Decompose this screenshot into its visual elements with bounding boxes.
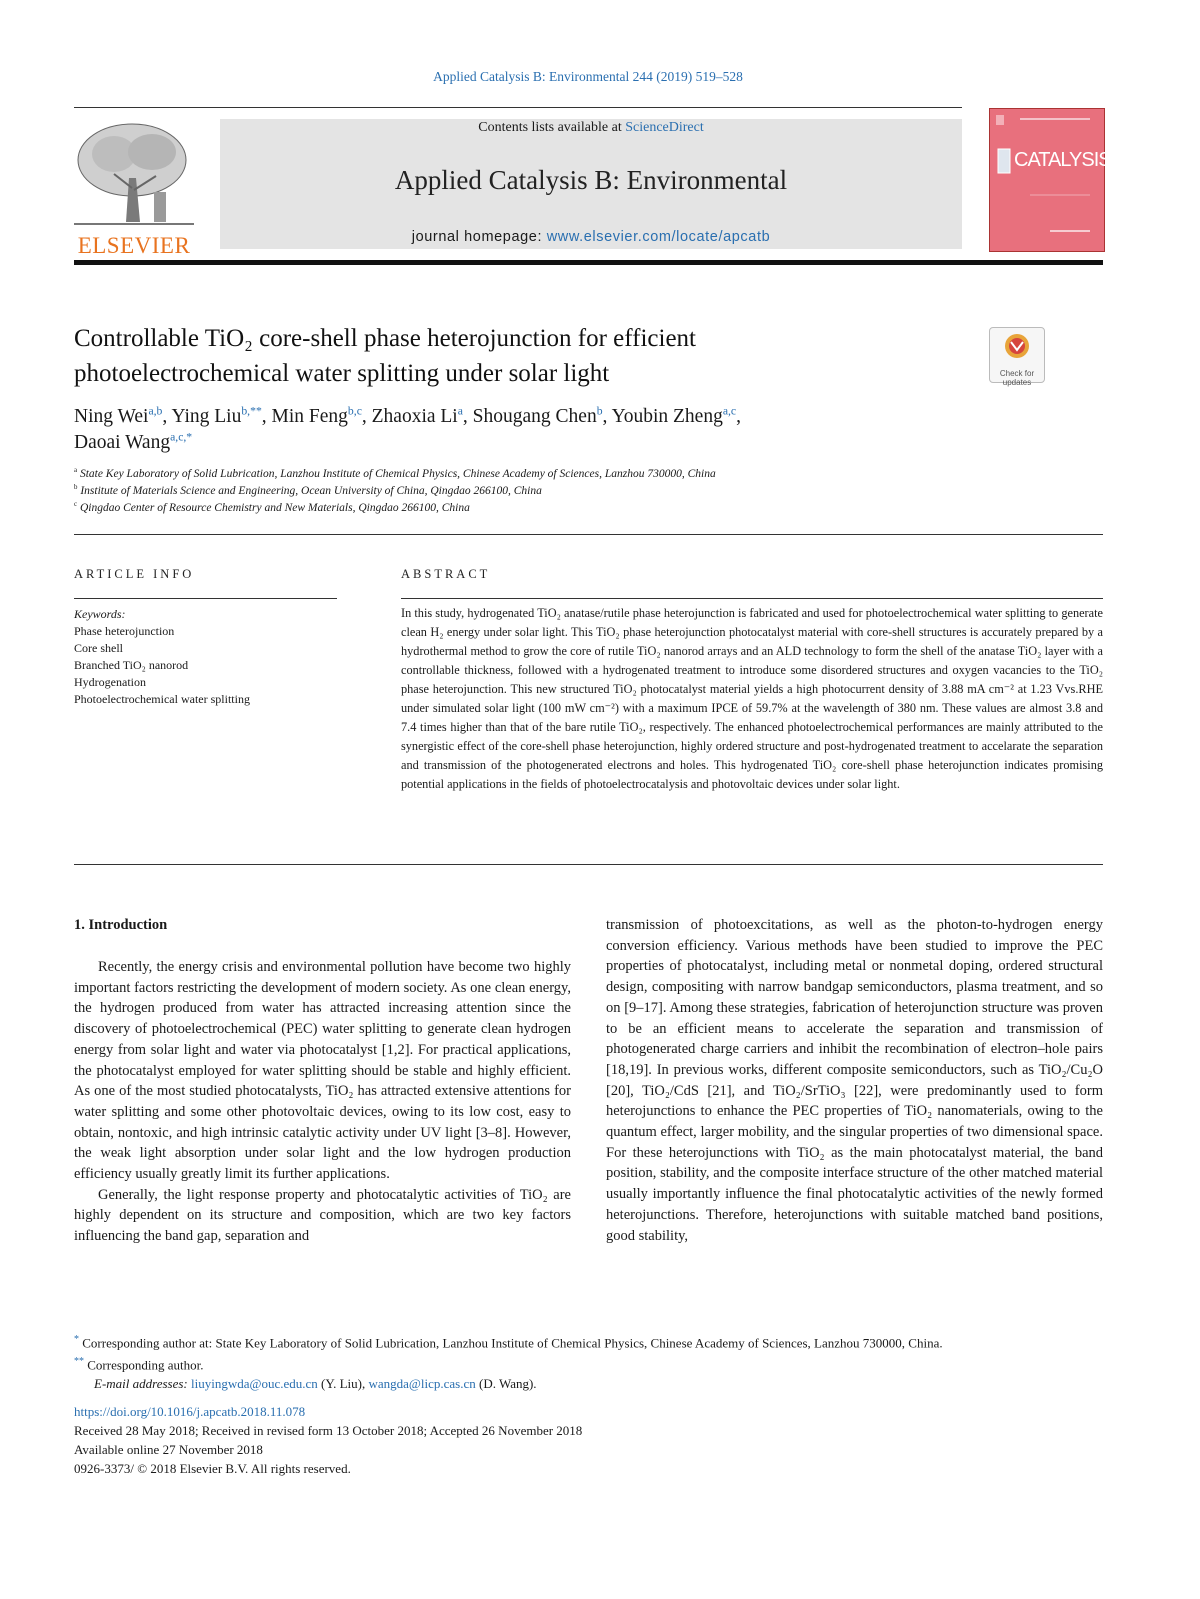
journal-title: Applied Catalysis B: Environmental <box>394 165 788 195</box>
email-link[interactable]: wangda@licp.cas.cn <box>368 1375 476 1391</box>
copyright: 0926-3373/ © 2018 Elsevier B.V. All rights reserved. <box>74 1461 351 1476</box>
author-name: Youbin Zheng <box>611 406 723 427</box>
journal-cover-image[interactable] <box>989 108 1111 252</box>
elsevier-tree-icon <box>74 118 194 228</box>
cover-artwork-icon <box>990 109 1104 251</box>
author[interactable] <box>171 406 271 427</box>
author-name: Shougang Chen <box>472 406 597 427</box>
introduction-heading: 1. Introduction <box>74 917 168 933</box>
footnote-text: Corresponding author. <box>87 1357 204 1373</box>
author-affiliation-mark[interactable]: a <box>457 404 463 418</box>
author-name: Daoai Wang <box>74 432 171 453</box>
affiliation-text: State Key Laboratory of Solid Lubrication, Lanzhou Institute of Chemical Physics, Chinese Academy of Sciences, Lanzhou 730000, China <box>79 468 716 480</box>
keyword-item: Photoelectrochemical water splitting <box>74 692 250 706</box>
author-affiliation-mark[interactable]: a,c,* <box>170 430 193 444</box>
affiliation-list <box>74 466 1104 517</box>
cover-title: CATALYSIS <box>1014 149 1111 171</box>
corresponding-author-note <box>74 1353 1114 1375</box>
author[interactable] <box>612 406 741 427</box>
author-name: Ning Wei <box>74 406 149 427</box>
keyword-item: Core shell <box>74 641 123 655</box>
publication-info <box>74 1402 974 1478</box>
header-thick-rule <box>74 260 1103 265</box>
email-owner: (D. Wang). <box>475 1375 537 1391</box>
author-separator: , <box>736 406 741 427</box>
body-column-right <box>606 915 1103 1246</box>
author-name: Ying Liu <box>171 406 242 427</box>
body-paragraph: Generally, the light response property and photocatalytic activities of TiO₂ are highly dependent on its structure and composition, which are two key factors influencing the band gap, separation and <box>74 1186 571 1245</box>
author[interactable] <box>74 406 171 427</box>
abstract-rule <box>401 598 1103 599</box>
email-owner: (Y. Liu), <box>317 1375 369 1391</box>
asterisk-icon: * <box>74 1334 79 1345</box>
sciencedirect-link[interactable]: ScienceDirect <box>625 120 704 135</box>
header-divider <box>74 107 962 108</box>
abstract-text: In this study, hydrogenated TiO₂ anatase/rutile phase heterojunction is fabricated and used for photoelectrochemical water splitting to generate clean H₂ energy under solar light. This TiO₂ phase heterojunction photocatalyst material with core-shell structures is accurately prepared by a hydrothermal method to grow the core of rutile TiO₂ nanorod arrays and an ALD technology to form the shell of the anatase TiO₂ layer with a controllable thickness, followed with a hydrogenated treatment to introduce some disordered structures and oxygen vacancies to the TiO₂ phase heterojunction. This new structured TiO₂ photocatalyst material yields a high photocurrent density of 3.88 mA cm⁻² at 1.23 Vvs.RHE under simulated solar light (100 mW cm⁻²) with a maximum IPCE of 59.7% at the wavelength of 380 nm. These values are almost 3.8 and 7.4 times higher than that of the bare rutile TiO₂, respectively. The enhanced photoelectrochemical performances are mainly attributed to the synergistic effect of the core-shell phase heterojunction, highly ordered structure and post-hydrogenated treatment to accelarate the separation and transmission of the photogenerated electrons and holes. This hydrogenated TiO₂ core-shell phase heterojunction indicates promising potential applications in the fields of photoelectrocatalysis and photovoltaic devices under solar light. <box>401 606 1103 791</box>
author[interactable] <box>372 406 473 427</box>
author-separator: , <box>261 406 272 427</box>
author-list <box>74 404 954 456</box>
crossmark-icon <box>990 328 1044 364</box>
contents-prefix: Contents lists available at <box>478 120 626 135</box>
author[interactable] <box>74 432 192 453</box>
journal-homepage <box>220 229 962 245</box>
received-dates: Received 28 May 2018; Received in revised form 13 October 2018; Accepted 26 November 2018 <box>74 1423 583 1438</box>
abstract-end-rule <box>74 864 1103 865</box>
author[interactable] <box>473 406 612 427</box>
author-separator: , <box>462 406 473 427</box>
journal-banner <box>220 119 962 249</box>
affiliation-item <box>74 466 1104 483</box>
author-separator: , <box>361 406 372 427</box>
author-affiliation-mark[interactable]: b <box>596 404 603 418</box>
author-name: Zhaoxia Li <box>371 406 458 427</box>
affiliation-item <box>74 483 1104 500</box>
body-paragraph: Recently, the energy crisis and environmental pollution have become two highly important factors restricting the development of modern society. As one clean energy, the hydrogen produced from water has attracted increasing attention since the discovery of photoelectrochemical (PEC) water splitting to generate clean hydrogen energy from solar light and water via photocatalyst [1,2]. For practical applications, the photocatalyst employed for water splitting should be stable and highly efficient. As one of the most studied photocatalysts, TiO₂ has attracted extensive attentions for water splitting and some other photovoltaic devices, owing to its low cost, easy to obtain, nontoxic, and high intrinsic catalytic activity under UV light [3–8]. However, the weak light absorption under solar light and the low hydrogen production efficiency usually greatly limit its further applications. <box>74 959 571 1183</box>
doi-link[interactable]: https://doi.org/10.1016/j.apcatb.2018.11.078 <box>74 1404 306 1419</box>
elsevier-logo[interactable] <box>74 118 194 258</box>
footnotes <box>74 1331 1114 1393</box>
keyword-item: Branched TiO₂ nanorod <box>74 658 189 672</box>
title-line-1: Controllable TiO₂ core-shell phase heterojunction for efficient <box>74 325 696 352</box>
email-line <box>74 1375 1114 1394</box>
keyword-item: Phase heterojunction <box>74 624 175 638</box>
author-affiliation-mark[interactable]: b,** <box>241 404 262 418</box>
front-matter-rule <box>74 534 1103 535</box>
author-name: Min Feng <box>271 406 348 427</box>
article-title <box>74 321 954 391</box>
author-separator: , <box>602 406 612 427</box>
crossmark-label: Check for updates <box>999 369 1035 387</box>
affiliation-mark: b <box>74 484 78 492</box>
footnote-text: Corresponding author at: State Key Laboratory of Solid Lubrication, Lanzhou Institute of Chemical Physics, Chinese Academy of Sciences, Lanzhou 730000, China. <box>82 1335 943 1351</box>
keywords-label: Keywords: <box>74 607 126 621</box>
body-paragraph: transmission of photoexcitations, as well as the photon-to-hydrogen energy conversion efficiency. Various methods have been studied to improve the PEC properties of photocatalyst, including metal or nonmetal doping, ordered structural design, compositing with narrow bandgap semiconductors, plasma treatment, and so on [9–17]. Among these strategies, fabrication of heterojunction structure was proven to be an efficient means to accelerate the separation and transmission of photogenerated charge carriers and inhibit the recombination of electron–hole pairs [18,19]. In previous works, different composite semiconductors, such as TiO₂/Cu₂O [20], TiO₂/CdS [21], and TiO₂/SrTiO₃ [22], were predominantly used to form heterojunctions to enhance the PEC properties of TiO₂ nanomaterials, owing to the quantum effect, larger mobility, and the singular properties of two dimensional space. For these heterojunctions with TiO₂ as the main photocatalyst material, the band position, stability, and the composite interface structure of the other matched material usually importantly influence the final photocatalytic activities of the newly formed heterojunctions. Therefore, heterojunctions with suitable matched band positions, good stability, <box>606 917 1103 1244</box>
email-link[interactable]: liuyingwda@ouc.edu.cn <box>191 1375 318 1391</box>
affiliation-mark: c <box>74 501 78 509</box>
article-info-rule <box>74 598 337 599</box>
keyword-item: Hydrogenation <box>74 675 146 689</box>
affiliation-text: Qingdao Center of Resource Chemistry and New Materials, Qingdao 266100, China <box>79 502 470 514</box>
journal-citation[interactable]: Applied Catalysis B: Environmental 244 (2019) 519–528 <box>433 69 743 84</box>
title-line-2: photoelectrochemical water splitting under solar light <box>74 360 610 387</box>
body-column-left <box>74 957 571 1247</box>
author-separator: , <box>162 406 172 427</box>
abstract-heading: ABSTRACT <box>401 567 491 581</box>
homepage-link[interactable]: www.elsevier.com/locate/apcatb <box>546 229 771 245</box>
homepage-prefix: journal homepage: <box>411 229 547 245</box>
author[interactable] <box>272 406 372 427</box>
corresponding-author-note <box>74 1331 1114 1353</box>
email-label: E-mail addresses: <box>94 1375 188 1391</box>
author-affiliation-mark[interactable]: a,c <box>722 404 737 418</box>
contents-line <box>220 120 962 136</box>
author-affiliation-mark[interactable]: b,c <box>347 404 362 418</box>
author-affiliation-mark[interactable]: a,b <box>148 404 163 418</box>
elsevier-wordmark: ELSEVIER <box>77 233 191 258</box>
double-asterisk-icon: ** <box>74 1355 84 1367</box>
affiliation-mark: a <box>74 467 78 475</box>
keywords-block <box>74 606 337 708</box>
crossmark-button[interactable] <box>989 327 1045 387</box>
available-online: Available online 27 November 2018 <box>74 1442 263 1457</box>
affiliation-item <box>74 500 1104 517</box>
article-info-heading: ARTICLE INFO <box>74 567 195 581</box>
affiliation-text: Institute of Materials Science and Engineering, Ocean University of China, Qingdao 266100, China <box>80 485 542 497</box>
